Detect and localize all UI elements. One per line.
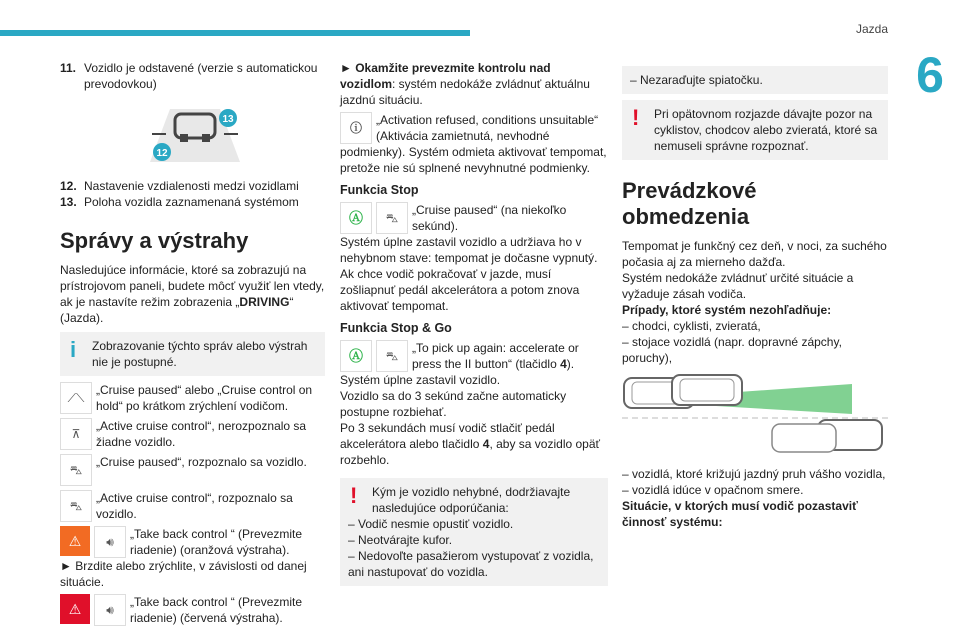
info-note: i Zobrazovanie týchto správ alebo výstrah nie je postupné. [60, 332, 325, 376]
cruise-active-icon: Ⓐ [340, 340, 372, 372]
road-lane-icon: ⊼ [60, 418, 92, 450]
message-row-6: ⚠ 🔊︎ „Take back control “ (Prevezmite riadenie) (červená výstraha). [60, 594, 325, 626]
section-heading-messages: Správy a výstrahy [60, 228, 249, 253]
intro-paragraph: Nasledujúce informácie, ktoré sa zobrazujú na prístrojovom paneli, budete môcť využiť len vtedy, ak je nastavíte režim zobrazenia „DRIVING“ (Jazda). [60, 263, 325, 325]
case-4: – vozidlá idúce v opačnom smere. [622, 483, 804, 497]
column-1 [60, 60, 325, 626]
message-row-5: ⚠ 🔊︎ „Take back control “ (Prevezmite riadenie) (oranžová výstraha). [60, 526, 325, 558]
section-heading-limitations: Prevádzkové obmedzenia [622, 178, 757, 229]
list-item-11: 11. Vozidlo je odstavené (verzie s automatickou prevodovkou) [60, 61, 318, 91]
brake-accelerate-instruction: ► Brzdite alebo zrýchlite, v závislosti od danej situácie. [60, 559, 307, 589]
cruise-active-icon: Ⓐ [340, 202, 372, 234]
warning-note-stationary: ! Kým je vozidlo nehybné, dodržiavajte nasledujúce odporúčania: – Vodič nesmie opustiť vozidlo. – Neotvárajte kufor. – Nedovoľte pasažierom vystupovať z vozidla, ani nastupovať do vozidla. [340, 478, 608, 586]
message-row-2: ⊼ „Active cruise control“, nerozpoznalo sa žiadne vozidlo. [60, 418, 325, 450]
column-3 [622, 60, 888, 530]
traffic-illustration [622, 374, 888, 454]
stopgo-message-row: Ⓐ ⛍ „To pick up again: accelerate or press the II button“ (tlačidlo 4). [340, 340, 608, 372]
final-heading: Situácie, v ktorých musí vodič pozastaviť činnosť systému: [622, 499, 858, 529]
take-control-paragraph: ► Okamžite prevezmite kontrolu nad vozidlom: systém nedokáže zvládnuť aktuálnu jazdnú situáciu. [340, 61, 590, 107]
message-row-3: ⛍ „Cruise paused“, rozpoznalo sa vozidlo. [60, 454, 325, 486]
section-title: Jazda [855, 22, 888, 36]
info-icon: i [70, 337, 77, 362]
stop-description: Systém úplne zastavil vozidlo a udržiava ho v nehybnom stave: tempomat je dočasne vypnutý. Ak chce vodič pokračovať v jazde, musí zošliapnuť pedál akcelerátora a potom znova aktivovať tempomat. [340, 235, 598, 313]
cruise-paused-icon: ⟋⟍ [60, 382, 92, 414]
warning-icon: ! [350, 483, 358, 508]
car-distance-illustration [140, 104, 250, 164]
svg-text:12: 12 [156, 148, 168, 159]
stop-message-row: Ⓐ ⛍ „Cruise paused“ (na niekoľko sekúnd). [340, 202, 608, 234]
vehicle-ahead-icon: ⛍ [60, 490, 92, 522]
sound-icon: 🔊︎ [94, 594, 126, 626]
reverse-gear-note: – Nezaraďujte spiatočku. [622, 66, 888, 94]
case-1: – chodci, cyklisti, zvieratá, [622, 319, 761, 333]
warning-icon: ! [632, 105, 640, 130]
stopgo-text-3: Po 3 sekundách musí vodič stlačiť pedál akcelerátora alebo tlačidlo 4, aby sa vozidlo opäť rozbehlo. [340, 421, 601, 467]
stopgo-text-2: Vozidlo sa do 3 sekúnd začne automaticky postupne rozbiehať. [340, 389, 567, 419]
case-2: – stojace vozidlá (napr. dopravné zápchy, poruchy), [622, 335, 842, 365]
top-accent-bar [0, 30, 470, 36]
heading-stop-and-go: Funkcia Stop & Go [340, 321, 452, 335]
column-2 [340, 60, 608, 592]
activation-refused-row: ⓘ „Activation refused, conditions unsuitable“ (Aktivácia zamietnutá, nevhodné podmienky). Systém odmieta aktivovať tempomat, pretože nie sú splnené nevyhnutné podmienky. [340, 113, 607, 175]
sound-icon: 🔊︎ [94, 526, 126, 558]
vehicle-ahead-icon: ⛍ [376, 202, 408, 234]
limitations-para-2: Systém nedokáže zvládnuť určité situácie a vyžaduje zásah vodiča. [622, 271, 854, 301]
orange-warning-icon: ⚠ [60, 526, 90, 556]
red-warning-icon: ⚠ [60, 594, 90, 624]
message-row-4: ⛍ „Active cruise control“, rozpoznalo sa vozidlo. [60, 490, 325, 522]
stopgo-text-1: Systém úplne zastavil vozidlo. [340, 373, 501, 387]
info-circle-icon: ⓘ [340, 112, 372, 144]
vehicle-ahead-icon: ⛍ [376, 340, 408, 372]
svg-text:13: 13 [222, 114, 234, 125]
heading-stop: Funkcia Stop [340, 183, 419, 197]
chapter-number: 6 [900, 40, 960, 110]
message-row-1: ⟋⟍ „Cruise paused“ alebo „Cruise control on hold“ po krátkom zrýchlení vodičom. [60, 382, 325, 414]
cases-heading: Prípady, ktoré systém nezohľadňuje: [622, 303, 832, 317]
list-item-13: 13. Poloha vozidla zaznamenaná systémom [60, 195, 299, 209]
case-3: – vozidlá, ktoré križujú jazdný pruh vášho vozidla, [622, 467, 886, 481]
warning-note-restart: ! Pri opätovnom rozjazde dávajte pozor na cyklistov, chodcov alebo zvieratá, ktoré sa nemuseli správne rozpoznať. [622, 100, 888, 160]
list-item-12: 12. Nastavenie vzdialenosti medzi vozidlami [60, 179, 299, 193]
vehicle-detected-icon: ⛍ [60, 454, 92, 486]
limitations-para-1: Tempomat je funkčný cez deň, v noci, za suchého počasia aj za mierneho dažďa. [622, 239, 887, 269]
